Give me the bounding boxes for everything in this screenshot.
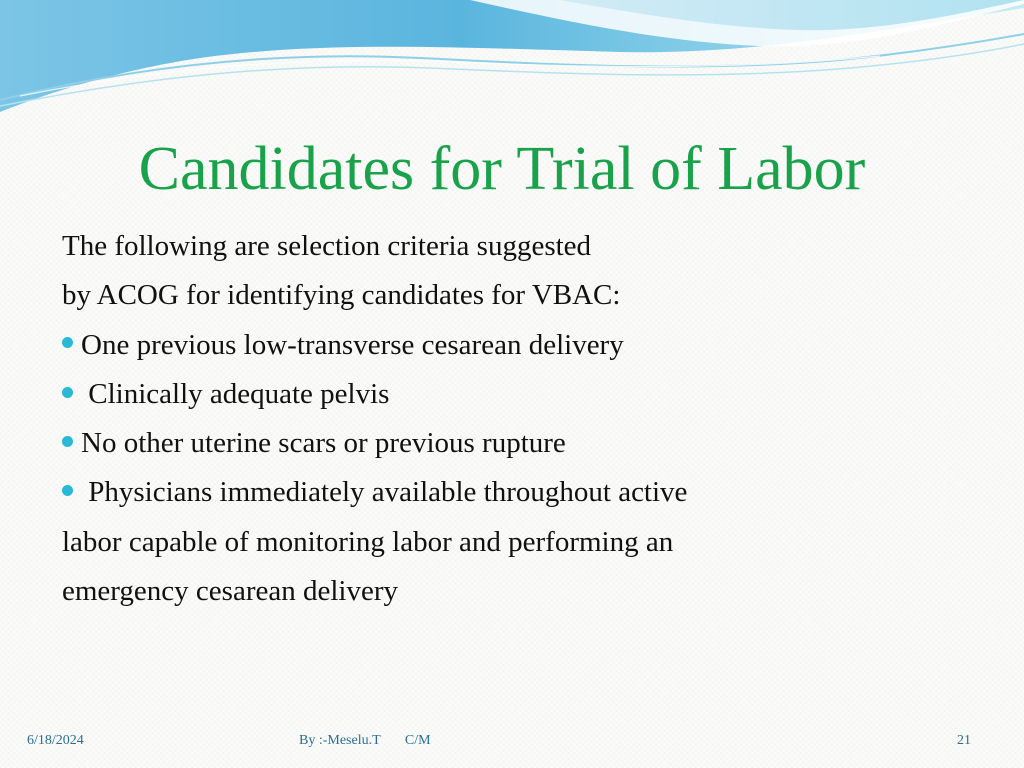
bullet-dot-icon	[62, 337, 73, 348]
slide-title: Candidates for Trial of Labor	[138, 135, 866, 203]
intro-line-2: by ACOG for identifying candidates for VBAC:	[62, 279, 621, 312]
header-wave-decoration	[0, 0, 1024, 120]
footer-author: By :-Meselu.T C/M	[299, 733, 431, 748]
bullet-dot-icon	[62, 387, 73, 398]
bullet-item-1	[62, 321, 962, 370]
bullet-item-2	[62, 370, 962, 419]
bullet-text-2: Clinically adequate pelvis	[81, 377, 390, 410]
footer-date: 6/18/2024	[27, 733, 84, 748]
intro-line-1: The following are selection criteria suggested	[62, 230, 592, 262]
continuation-line-1: labor capable of monitoring labor and performing an	[62, 525, 674, 558]
bullet-dot-icon	[62, 485, 73, 496]
bullet-item-4	[62, 468, 962, 517]
footer-page-number: 21	[957, 733, 971, 748]
bullet-item-3	[62, 419, 962, 468]
slide-body	[62, 222, 962, 616]
bullet-text-4: Physicians immediately available throughout active	[81, 476, 688, 509]
continuation-line-2: emergency cesarean delivery	[62, 575, 398, 608]
bullet-text-1: One previous low-transverse cesarean delivery	[81, 328, 624, 361]
bullet-dot-icon	[62, 436, 73, 447]
bullet-text-3: No other uterine scars or previous rupture	[81, 427, 566, 460]
